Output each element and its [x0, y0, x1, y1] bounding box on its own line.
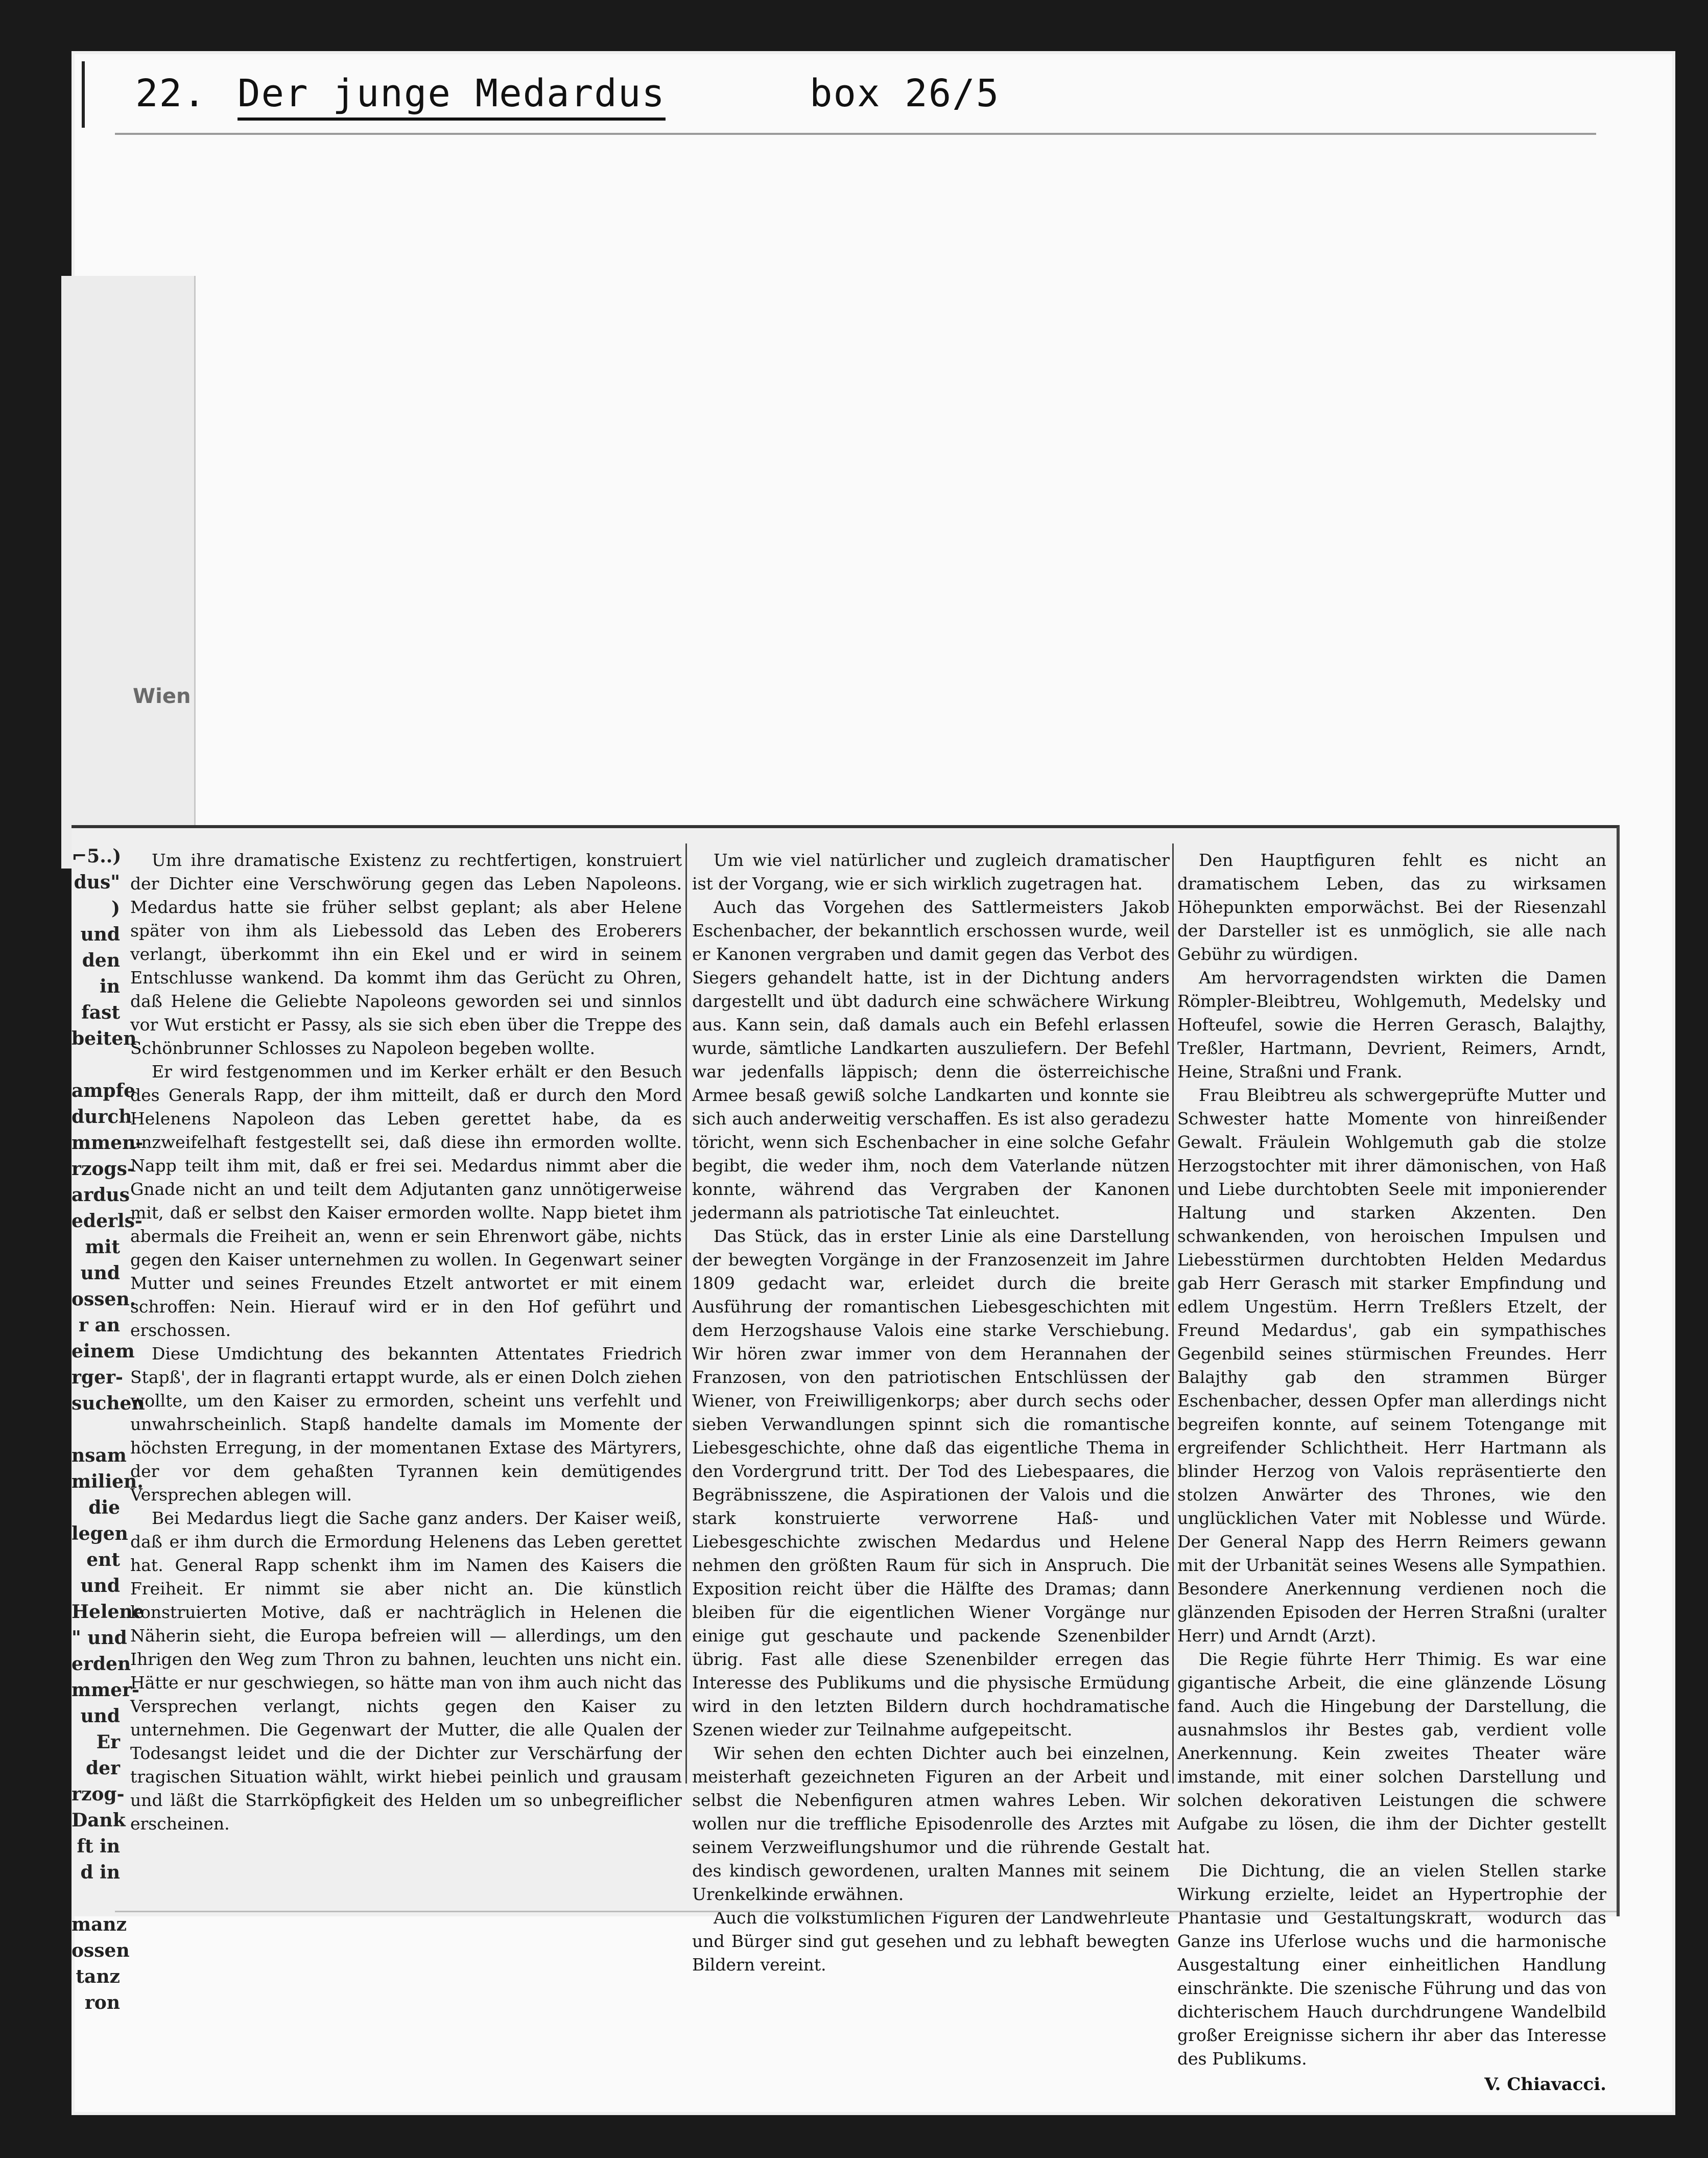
fragment-line	[72, 1886, 120, 1912]
fragment-line: suchen	[72, 1393, 145, 1414]
fragment-line: d in	[80, 1862, 120, 1883]
box-label: box 26/5	[810, 72, 1000, 115]
fragment-line	[72, 1417, 120, 1443]
fragment-line: Dank	[72, 1810, 126, 1831]
column-divider-1	[685, 843, 687, 1784]
fragment-line: mmer-	[72, 1679, 139, 1701]
fragment-line: erden	[72, 1653, 131, 1675]
fragment-line: und	[80, 1262, 120, 1284]
fragment-line: in	[100, 976, 120, 997]
paragraph: Frau Bleibtreu als schwergeprüfte Mutter und Schwester hatte Momente von hinreißender Gewalt. Fräulein Wohlgemuth gab die stolze Herzogstochter mit ihrer dämonischen, von Haß und Liebe durchtobten Seele mit imponierender Haltung und starken Akzenten. Den schwankenden, von heroischen Impulsen und Liebesstürmen durchtobten Helden Medardus gab Herr Gerasch mit starker Empfindung und edlem Ungestüm. Herrn Treßlers Etzelt, der Freund Medardus', gab ein sympathisches Gegenbild seines stürmischen Freundes. Herr Balajthy gab den strammen Bürger Eschenbacher, dessen Opfer man allerdings nicht begreifen konnte, auf seinem Totengange mit ergreifender Schlichtheit. Herr Hartmann als blinder Herzog von Valois repräsentierte den stolzen Anwärter des Thrones, wie den unglücklichen Vater mit Noblesse und Würde. Der General Napp des Herrn Reimers gewann mit der Urbanität seines Wesens alle Sympathien. Besondere Anerkennung verdienen noch die glänzenden Episoden der Herren Straßni (uralter Herr) und Arndt (Arzt).	[1177, 1085, 1606, 1646]
bottom-rule	[115, 1911, 1617, 1912]
fragment-line: nsam	[72, 1445, 127, 1466]
fragment-line: ossen	[72, 1940, 130, 1961]
fragment-line: rger-	[72, 1367, 123, 1388]
column-divider-2	[1172, 843, 1174, 1784]
fragment-line: ampfe	[72, 1080, 135, 1101]
fragment-line: manz	[72, 1914, 127, 1935]
stamp-text: Wien	[133, 685, 191, 708]
fragment-line: tanz	[76, 1966, 120, 1987]
fragment-line: einem	[72, 1341, 135, 1362]
fragment-line: den	[82, 950, 120, 971]
fragment-line: legen	[72, 1523, 128, 1544]
fragment-line: rzogs-	[72, 1158, 135, 1180]
fragment-line: durch	[72, 1106, 132, 1128]
paragraph: Um wie viel natürlicher und zugleich dramatischer ist der Vorgang, wie er sich wirklich zugetragen hat.	[692, 850, 1170, 894]
paragraph: Am hervorragendsten wirkten die Damen Römpler-Bleibtreu, Wohlgemuth, Medelsky und Hofteufel, sowie die Herren Gerasch, Balajthy, Treßler, Hartmann, Devrient, Reimers, Arndt, Heine, Straßni und Frank.	[1177, 968, 1606, 1082]
fragment-line: mmen-	[72, 1132, 144, 1154]
page-corner-mark	[82, 61, 85, 128]
paragraph: Den Hauptfiguren fehlt es nicht an dramatischem Leben, das zu wirksamen Höhepunkten emporwächst. Bei der Riesenzahl der Darsteller ist es unmöglich, sie alle nach Gebühr zu würdigen.	[1177, 850, 1606, 964]
paragraph: Er wird festgenommen und im Kerker erhält er den Besuch des Generals Rapp, der ihm mitteilt, daß er durch den Mord Helenens Napoleon das Leben gerettet habe, da es unzweifelhaft festgestellt sei, daß diese ihn ermorden wollte. Napp teilt ihm mit, daß er frei sei. Medardus nimmt aber die Gnade nicht an und teilt dem Adjutanten ganz unnötigerweise mit, daß er selbst den Kaiser ermorden wollte. Napp bietet ihm abermals die Freiheit an, wenn er sein Ehrenwort gäbe, nichts gegen den Kaiser unternehmen zu wollen. In Gegenwart seiner Mutter und seines Freundes Etzelt antwortet er mit einem schroffen: Nein. Hierauf wird er in den Hof geführt und erschossen.	[130, 1062, 682, 1340]
fragment-line: rzog-	[72, 1784, 125, 1805]
archive-header	[135, 72, 1259, 128]
paragraph: Um ihre dramatische Existenz zu rechtfertigen, konstruiert der Dichter eine Verschwörung gegen das Leben Napoleons. Medardus hatte sie früher selbst geplant; als aber Helene später von ihm als Liebessold das Leben des Eroberers verlangt, überkommt ihn ein Ekel und er wird in seinem Entschlusse wankend. Da kommt ihm das Gerücht zu Ohren, daß Helene die Geliebte Napoleons geworden sei und sinnlos vor Wut ersticht er Passy, als sie sich eben über die Treppe des Schönbrunner Schlosses zu Napoleon begeben wollte.	[130, 850, 682, 1058]
item-title: Der junge Medardus	[238, 72, 666, 121]
fragment-line: und	[80, 1575, 120, 1597]
fragment-line: " und	[72, 1627, 127, 1649]
fragment-line: fast	[81, 1002, 120, 1023]
paragraph: Diese Umdichtung des bekannten Attentates Friedrich Stapß', der in flagranti ertappt wurde, als er einen Dolch ziehen wollte, um den Kaiser zu ermorden, scheint uns verfehlt und unwahrscheinlich. Stapß handelte damals im Momente der höchsten Erregung, in der momentanen Extase des Märtyrers, der vor dem gehaßten Tyrannen kein demütigendes Versprechen ablegen will.	[130, 1344, 682, 1505]
column-1	[130, 849, 682, 1906]
newspaper-clipping	[72, 825, 1620, 2095]
fragment-line: und	[80, 924, 120, 945]
fragment-line: r an	[79, 1315, 120, 1336]
fragment-line: der	[85, 1757, 120, 1779]
fragment-line: Er	[96, 1731, 120, 1753]
author-signature: V. Chiavacci.	[1484, 2074, 1606, 2095]
column-2	[692, 849, 1170, 1975]
fragment-line: ft in	[77, 1836, 120, 1857]
fragment-line: ederls-	[72, 1210, 143, 1232]
item-number: 22.	[135, 72, 207, 115]
fragment-line: ⌐5..)	[72, 846, 122, 867]
fragment-line: ossen.	[72, 1288, 136, 1310]
fragment-line: mit	[85, 1236, 120, 1258]
paragraph: Die Regie führte Herr Thimig. Es war eine gigantische Arbeit, die eine glänzende Lösung fand. Auch die Hingebung der Darstellung, die ausnahmslos ihr Bestes gab, verdient volle Anerkennung. Kein zweites Theater wäre imstande, mit einer solchen Darstellung und solchen dekorativen Leistungen die schwere Aufgabe zu lösen, die ihm der Dichter gestellt hat.	[1177, 1649, 1606, 1857]
paragraph: Wir sehen den echten Dichter auch bei einzelnen, meisterhaft gezeichneten Figuren an der Arbeit und selbst die Nebenfiguren atmen wahres Leben. Wir wollen nur die treffliche Episodenrolle des Arztes mit seinem Verzweiflungshumor und die rührende Gestalt des kindisch gewordenen, uralten Mannes mit seinem Urenkelkinde erwähnen.	[692, 1743, 1170, 1904]
archive-page	[72, 51, 1675, 2115]
paragraph: Auch das Vorgehen des Sattlermeisters Jakob Eschenbacher, der bekanntlich erschossen wurde, weil er Kanonen vergraben und damit gegen das Verbot des Siegers gehandelt hatte, ist in der Dichtung anders dargestellt und übt dadurch eine schwächere Wirkung aus. Kann sein, daß damals auch ein Befehl erlassen wurde, sämtliche Landkarten auszuliefern. Der Befehl war jedenfalls läppisch; denn die österreichische Armee besaß gewiß solche Landkarten und konnte sie sich auch anderweitig verschaffen. Es ist also geradezu töricht, wenn sich Eschenbacher in eine solche Gefahr begibt, die weder ihm, noch dem Vaterlande nützen konnte, während das Vergraben der Kanonen jedermann als patriotische Tat einleuchtet.	[692, 897, 1170, 1223]
header-rule	[115, 133, 1596, 135]
fragment-line: ent	[86, 1549, 120, 1570]
paragraph: Die Dichtung, die an vielen Stellen starke Wirkung erzielte, leidet an Hypertrophie der Phantasie und Gestaltungskraft, wodurch das Ganze ins Uferlose wuchs und die harmonische Ausgestaltung einer einheitlichen Handlung einschränkte. Die szenische Führung und das von dichterischem Hauch durchdrungene Wandelbild großer Ereignisse sichern ihr aber das Interesse des Publikums.	[1177, 1861, 1606, 2069]
fragment-line: ron	[84, 1992, 120, 2013]
paragraph: Auch die volkstümlichen Figuren der Landwehrleute und Bürger sind gut gesehen und zu lebhaft bewegten Bildern vereint.	[692, 1908, 1170, 1975]
paragraph: Das Stück, das in erster Linie als eine Darstellung der bewegten Vorgänge in der Franzosenzeit im Jahre 1809 gedacht war, erleidet durch die breite Ausführung der romantischen Liebesgeschichten mit dem Herzogshause Valois eine starke Verschiebung. Wir hören zwar immer von dem Herannahen der Franzosen, von den patriotischen Entschlüssen der Wiener, von Freiwilligenkorps; aber durch sechs oder sieben Verwandlungen spinnt sich die romantische Liebesgeschichte, ohne daß das eigentliche Thema in den Vordergrund tritt. Der Tod des Liebespaares, die Begräbnisszene, die Aspirationen der Valois und die stark konstruierte verworrene Haß- und Liebesgeschichte zwischen Medardus und Helene nehmen den größten Raum für sich in Anspruch. Die Exposition reicht über die Hälfte des Dramas; dann bleiben für die eigentlichen Wiener Vorgänge nur einige gut geschaute und packende Szenenbilder übrig. Fast alle diese Szenenbilder erregen das Interesse des Publikums und die physische Ermüdung wird in den letzten Bildern durch hochdramatische Szenen wieder zur Teilnahme aufgepeitscht.	[692, 1226, 1170, 1740]
paragraph: Bei Medardus liegt die Sache ganz anders. Der Kaiser weiß, daß er ihm durch die Ermordung Helenens das Leben gerettet hat. General Rapp schenkt ihm im Namen des Kaisers die Freiheit. Er nimmt sie aber nicht an. Die künstlich konstruierten Motive, daß er nachträglich in Helenen die Näherin sieht, die Europa befreien will — allerdings, um den Ihrigen den Weg zum Thron zu bahnen, leuchten uns nicht ein. Hätte er nur geschwiegen, so hätte man von ihm auch nicht das Versprechen verlangt, nichts gegen den Kaiser zu unternehmen. Die Gegenwart der Mutter, die alle Qualen der Todesangst leidet und die der Dichter zur Verschärfung der tragischen Situation wählt, wirkt hiebei peinlich und grausam und läßt die Starrköpfigkeit des Helden um so unbegreiflicher erscheinen.	[130, 1508, 682, 1834]
fragment-line: )	[111, 898, 120, 919]
fragment-line: milien.	[72, 1471, 144, 1492]
fragment-line	[72, 1052, 120, 1078]
underlying-clipping-edge	[61, 276, 196, 869]
column-3	[1177, 849, 1606, 2095]
fragment-line: Helene	[72, 1601, 145, 1623]
fragment-line: und	[80, 1705, 120, 1727]
fragment-line: beiten	[72, 1028, 137, 1049]
cut-off-column	[72, 843, 145, 2013]
fragment-line: dus"	[74, 872, 120, 893]
fragment-line: die	[88, 1497, 120, 1518]
fragment-line: ardus	[72, 1184, 130, 1206]
